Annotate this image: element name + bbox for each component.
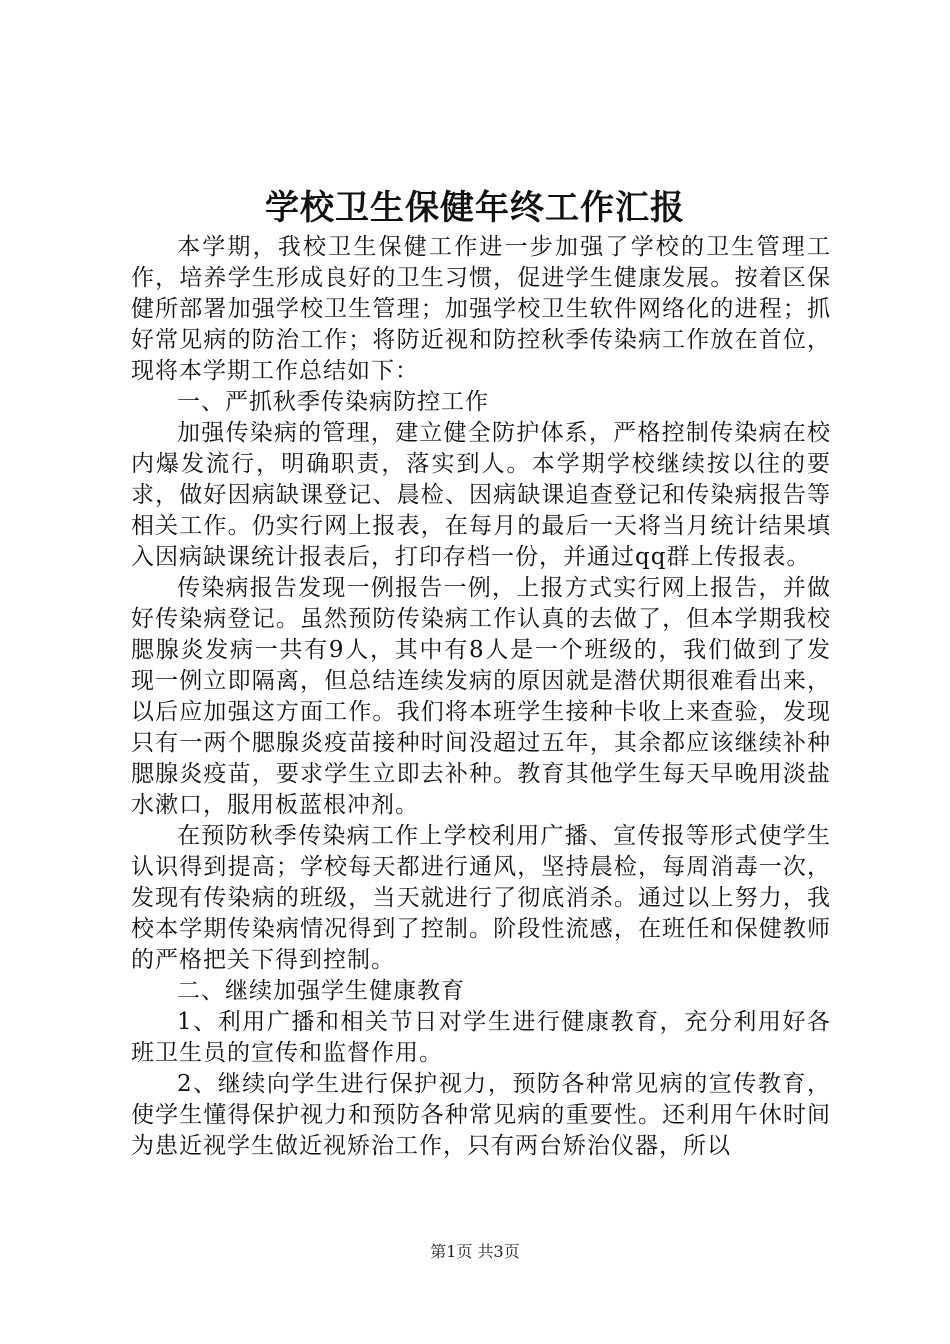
- body-paragraph: 传染病报告发现一例报告一例，上报方式实行网上报告，并做好传染病登记。虽然预防传染病工作认真的去做了，但本学期我校腮腺炎发病一共有9人，其中有8人是一个班级的，我们做到了发现一例立即隔离，但总结连续发病的原因就是潜伏期很难看出来，以后应加强这方面工作。我们将本班学生接种卡收上来查验，发现只有一两个腮腺炎疫苗接种时间没超过五年，其余都应该继续补种腮腺炎疫苗，要求学生立即去补种。教育其他学生每天早晚用淡盐水漱口，服用板蓝根冲剂。: [131, 575, 831, 818]
- document-body: [131, 232, 831, 1162]
- list-item: 2、继续向学生进行保护视力，预防各种常见病的宣传教育，使学生懂得保护视力和预防各种常见病的重要性。还利用午休时间为患近视学生做近视矫治工作，只有两台矫治仪器，所以: [131, 1071, 831, 1159]
- document-title: 学校卫生保健年终工作汇报: [265, 188, 685, 228]
- body-paragraph: 加强传染病的管理，建立健全防护体系，严格控制传染病在校内爆发流行，明确职责，落实到人。本学期学校继续按以往的要求，做好因病缺课登记、晨检、因病缺课追查登记和传染病报告等相关工作。仍实行网上报表，在每月的最后一天将当月统计结果填入因病缺课统计报表后，打印存档一份，并通过qq群上传报表。: [131, 420, 831, 570]
- section-heading-1: 一、严抓秋季传染病防控工作: [177, 389, 489, 415]
- body-paragraph: 在预防秋季传染病工作上学校利用广播、宣传报等形式使学生认识得到提高；学校每天都进行通风，坚持晨检，每周消毒一次，发现有传染病的班级，当天就进行了彻底消杀。通过以上努力，我校本学期传染病情况得到了控制。阶段性流感，在班任和保健教师的严格把关下得到控制。: [131, 823, 831, 973]
- intro-paragraph: 本学期，我校卫生保健工作进一步加强了学校的卫生管理工作，培养学生形成良好的卫生习惯，促进学生健康发展。按着区保健所部署加强学校卫生管理；加强学校卫生软件网络化的进程；抓好常见病的防治工作；将防近视和防控秋季传染病工作放在首位，现将本学期工作总结如下：: [131, 234, 831, 384]
- list-item: 1、利用广播和相关节日对学生进行健康教育，充分利用好各班卫生员的宣传和监督作用。: [131, 1009, 831, 1066]
- section-heading-2: 二、继续加强学生健康教育: [177, 978, 465, 1004]
- page-number-footer: 第1页 共3页: [430, 1242, 520, 1261]
